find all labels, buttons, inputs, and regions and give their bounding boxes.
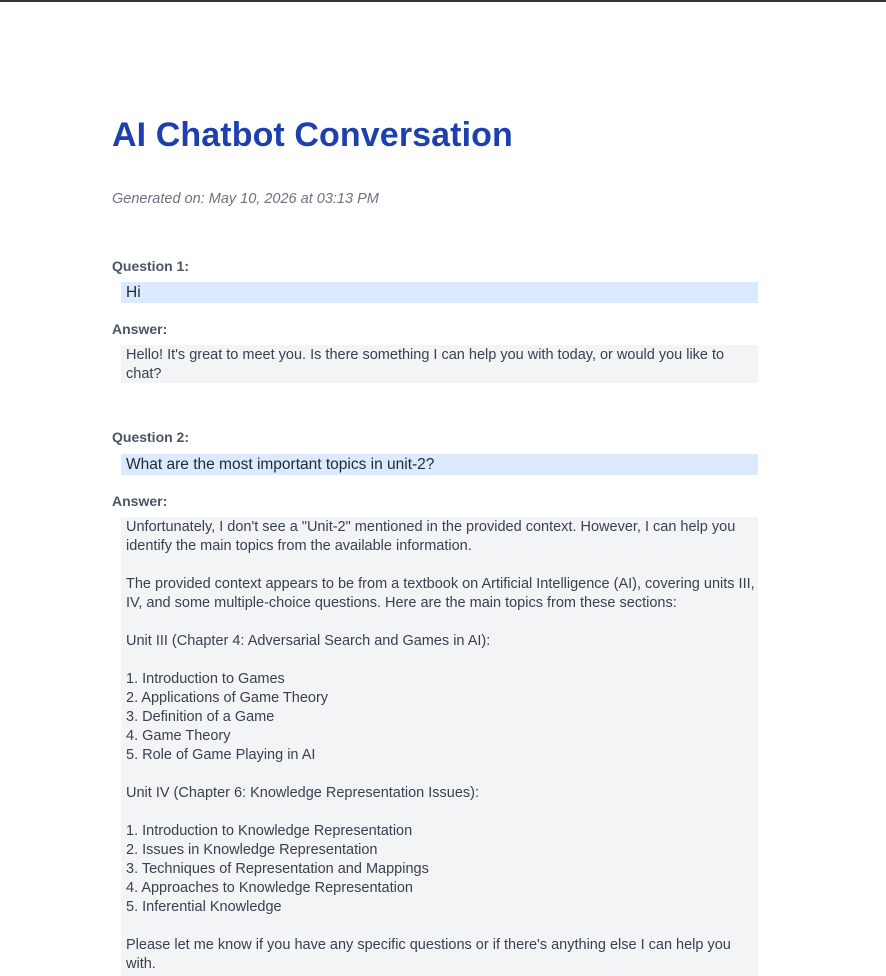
answer-1-text: Hello! It's great to meet you. Is there something I can help you with today, or would you like to chat? [126, 347, 725, 382]
list-item: 3. Definition of a Game [126, 709, 275, 725]
answer-2-box [121, 517, 758, 976]
answer-2-context: The provided context appears to be from a textbook on Artificial Intelligence (AI), covering units III, IV, and some multiple-choice questions. Here are the main topics from these sections: [126, 576, 755, 611]
list-item: 5. Role of Game Playing in AI [126, 747, 316, 763]
list-item: 4. Approaches to Knowledge Representation [126, 880, 413, 896]
list-item: 4. Game Theory [126, 728, 231, 744]
list-item: 2. Applications of Game Theory [126, 690, 329, 706]
list-item: 5. Inferential Knowledge [126, 899, 282, 915]
question-2-text: What are the most important topics in unit-2? [121, 454, 758, 475]
question-1-label: Question 1: [112, 258, 190, 274]
document-title: AI Chatbot Conversation [112, 116, 513, 154]
answer-2-intro: Unfortunately, I don't see a "Unit-2" mentioned in the provided context. However, I can help you identify the main topics from the available information. [126, 519, 736, 554]
answer-1-label: Answer: [112, 321, 168, 337]
answer-1-box [121, 345, 758, 383]
unit-3-heading: Unit III (Chapter 4: Adversarial Search and Games in AI): [126, 633, 491, 649]
unit-4-heading: Unit IV (Chapter 6: Knowledge Representation Issues): [126, 785, 480, 801]
answer-2-closing: Please let me know if you have any specific questions or if there's anything else I can help you with. [126, 937, 731, 972]
top-border [0, 0, 886, 2]
question-2-label: Question 2: [112, 429, 190, 445]
question-1-text: Hi [121, 282, 758, 303]
generated-timestamp: Generated on: May 10, 2026 at 03:13 PM [112, 191, 379, 207]
list-item: 2. Issues in Knowledge Representation [126, 842, 378, 858]
list-item: 1. Introduction to Games [126, 671, 285, 687]
list-item: 1. Introduction to Knowledge Representation [126, 823, 413, 839]
answer-2-label: Answer: [112, 493, 168, 509]
list-item: 3. Techniques of Representation and Mappings [126, 861, 429, 877]
